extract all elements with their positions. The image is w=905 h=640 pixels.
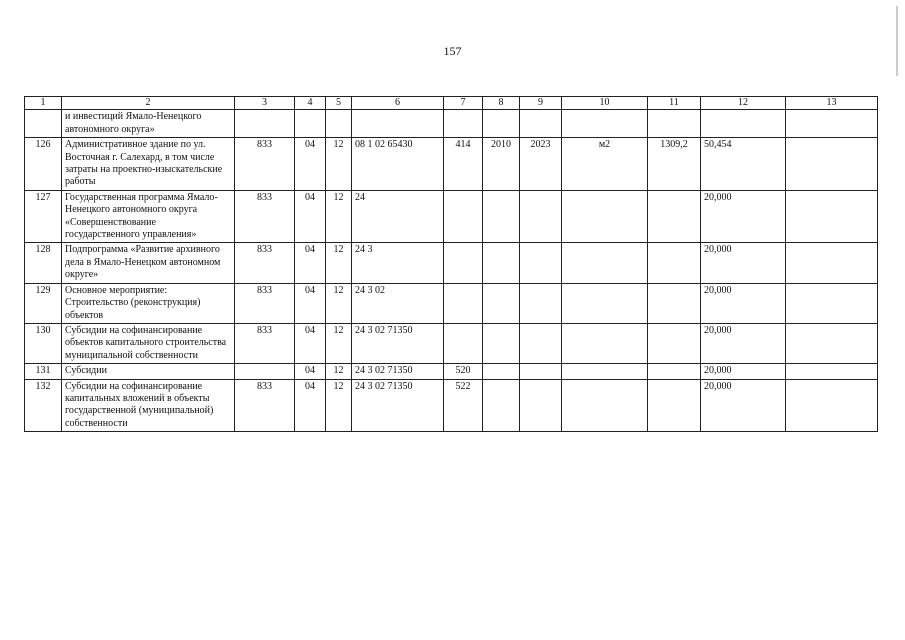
cell-col6: 24 3	[352, 243, 444, 283]
cell-col13	[786, 379, 878, 432]
cell-col8: 2010	[483, 138, 520, 191]
cell-col4	[295, 110, 326, 138]
column-header: 7	[444, 97, 483, 110]
table-row	[25, 190, 878, 243]
cell-col8	[483, 243, 520, 283]
cell-col12: 50,454	[701, 138, 786, 191]
cell-col5: 12	[326, 323, 352, 363]
cell-col10	[562, 110, 648, 138]
cell-col5	[326, 110, 352, 138]
cell-col9	[520, 243, 562, 283]
column-header: 8	[483, 97, 520, 110]
cell-col5: 12	[326, 379, 352, 432]
cell-col7: 414	[444, 138, 483, 191]
cell-col12: 20,000	[701, 190, 786, 243]
item-name: Административное здание по ул. Восточная г. Салехард, в том числе затраты на проектно-изыскательские работы	[62, 138, 235, 191]
table-row	[25, 283, 878, 323]
cell-col9	[520, 110, 562, 138]
cell-col3: 833	[235, 283, 295, 323]
table-row	[25, 379, 878, 432]
item-name: Субсидии на софинансирование капитальных вложений в объекты государственной (муниципальной) собственности	[62, 379, 235, 432]
cell-col7: 520	[444, 364, 483, 379]
cell-col3	[235, 110, 295, 138]
cell-col6: 24	[352, 190, 444, 243]
cell-col9: 2023	[520, 138, 562, 191]
cell-col4: 04	[295, 379, 326, 432]
cell-col6	[352, 110, 444, 138]
cell-col12	[701, 110, 786, 138]
cell-col10	[562, 364, 648, 379]
cell-col9	[520, 364, 562, 379]
cell-col10	[562, 283, 648, 323]
page-edge	[896, 6, 898, 76]
cell-col8	[483, 379, 520, 432]
column-header: 6	[352, 97, 444, 110]
column-header: 1	[25, 97, 62, 110]
column-header: 3	[235, 97, 295, 110]
cell-col4: 04	[295, 323, 326, 363]
cell-col7	[444, 110, 483, 138]
cell-col10	[562, 323, 648, 363]
cell-col11	[648, 379, 701, 432]
cell-col10	[562, 379, 648, 432]
item-name: Подпрограмма «Развитие архивного дела в Ямало-Ненецком автономном округе»	[62, 243, 235, 283]
cell-col13	[786, 190, 878, 243]
cell-col10: м2	[562, 138, 648, 191]
cell-col11	[648, 190, 701, 243]
cell-col12: 20,000	[701, 283, 786, 323]
cell-col8	[483, 364, 520, 379]
cell-col10	[562, 190, 648, 243]
column-header: 12	[701, 97, 786, 110]
cell-col5: 12	[326, 243, 352, 283]
row-number: 129	[25, 283, 62, 323]
row-number: 132	[25, 379, 62, 432]
cell-col13	[786, 364, 878, 379]
item-name: Субсидии	[62, 364, 235, 379]
cell-col3	[235, 364, 295, 379]
table-row	[25, 243, 878, 283]
cell-col4: 04	[295, 283, 326, 323]
table-row	[25, 138, 878, 191]
budget-table	[24, 96, 878, 432]
row-number: 127	[25, 190, 62, 243]
cell-col6: 08 1 02 65430	[352, 138, 444, 191]
cell-col12: 20,000	[701, 364, 786, 379]
cell-col4: 04	[295, 190, 326, 243]
cell-col11	[648, 283, 701, 323]
cell-col11: 1309,2	[648, 138, 701, 191]
cell-col8	[483, 283, 520, 323]
cell-col9	[520, 283, 562, 323]
cell-col11	[648, 364, 701, 379]
cell-col3: 833	[235, 323, 295, 363]
cell-col7	[444, 323, 483, 363]
item-name: и инвестиций Ямало-Ненецкого автономного округа»	[62, 110, 235, 138]
cell-col3: 833	[235, 190, 295, 243]
cell-col11	[648, 243, 701, 283]
cell-col4: 04	[295, 243, 326, 283]
column-header: 11	[648, 97, 701, 110]
row-number: 130	[25, 323, 62, 363]
cell-col6: 24 3 02 71350	[352, 364, 444, 379]
cell-col12: 20,000	[701, 243, 786, 283]
cell-col12: 20,000	[701, 323, 786, 363]
cell-col9	[520, 379, 562, 432]
page-number: 157	[443, 44, 462, 58]
table-row	[25, 364, 878, 379]
cell-col13	[786, 323, 878, 363]
cell-col11	[648, 323, 701, 363]
column-header: 2	[62, 97, 235, 110]
cell-col13	[786, 138, 878, 191]
item-name: Основное мероприятие: Строительство (реконструкция) объектов	[62, 283, 235, 323]
row-number: 131	[25, 364, 62, 379]
cell-col13	[786, 243, 878, 283]
cell-col7: 522	[444, 379, 483, 432]
cell-col5: 12	[326, 190, 352, 243]
cell-col3: 833	[235, 379, 295, 432]
cell-col6: 24 3 02 71350	[352, 323, 444, 363]
cell-col8	[483, 110, 520, 138]
cell-col13	[786, 283, 878, 323]
cell-col9	[520, 190, 562, 243]
cell-col8	[483, 190, 520, 243]
header-row	[25, 97, 878, 110]
cell-col4: 04	[295, 364, 326, 379]
cell-col4: 04	[295, 138, 326, 191]
column-header: 5	[326, 97, 352, 110]
cell-col6: 24 3 02	[352, 283, 444, 323]
row-number: 128	[25, 243, 62, 283]
cell-col13	[786, 110, 878, 138]
cell-col5: 12	[326, 364, 352, 379]
cell-col6: 24 3 02 71350	[352, 379, 444, 432]
cell-col5: 12	[326, 138, 352, 191]
column-header: 13	[786, 97, 878, 110]
column-header: 10	[562, 97, 648, 110]
column-header: 9	[520, 97, 562, 110]
cell-col9	[520, 323, 562, 363]
item-name: Государственная программа Ямало-Ненецкого автономного округа «Совершенствование государственного управления»	[62, 190, 235, 243]
table-row	[25, 110, 878, 138]
table-row	[25, 323, 878, 363]
cell-col3: 833	[235, 243, 295, 283]
column-header: 4	[295, 97, 326, 110]
row-number	[25, 110, 62, 138]
cell-col5: 12	[326, 283, 352, 323]
cell-col11	[648, 110, 701, 138]
cell-col7	[444, 283, 483, 323]
cell-col12: 20,000	[701, 379, 786, 432]
cell-col7	[444, 243, 483, 283]
cell-col7	[444, 190, 483, 243]
cell-col8	[483, 323, 520, 363]
cell-col10	[562, 243, 648, 283]
item-name: Субсидии на софинансирование объектов капитального строительства муниципальной собственности	[62, 323, 235, 363]
row-number: 126	[25, 138, 62, 191]
cell-col3: 833	[235, 138, 295, 191]
